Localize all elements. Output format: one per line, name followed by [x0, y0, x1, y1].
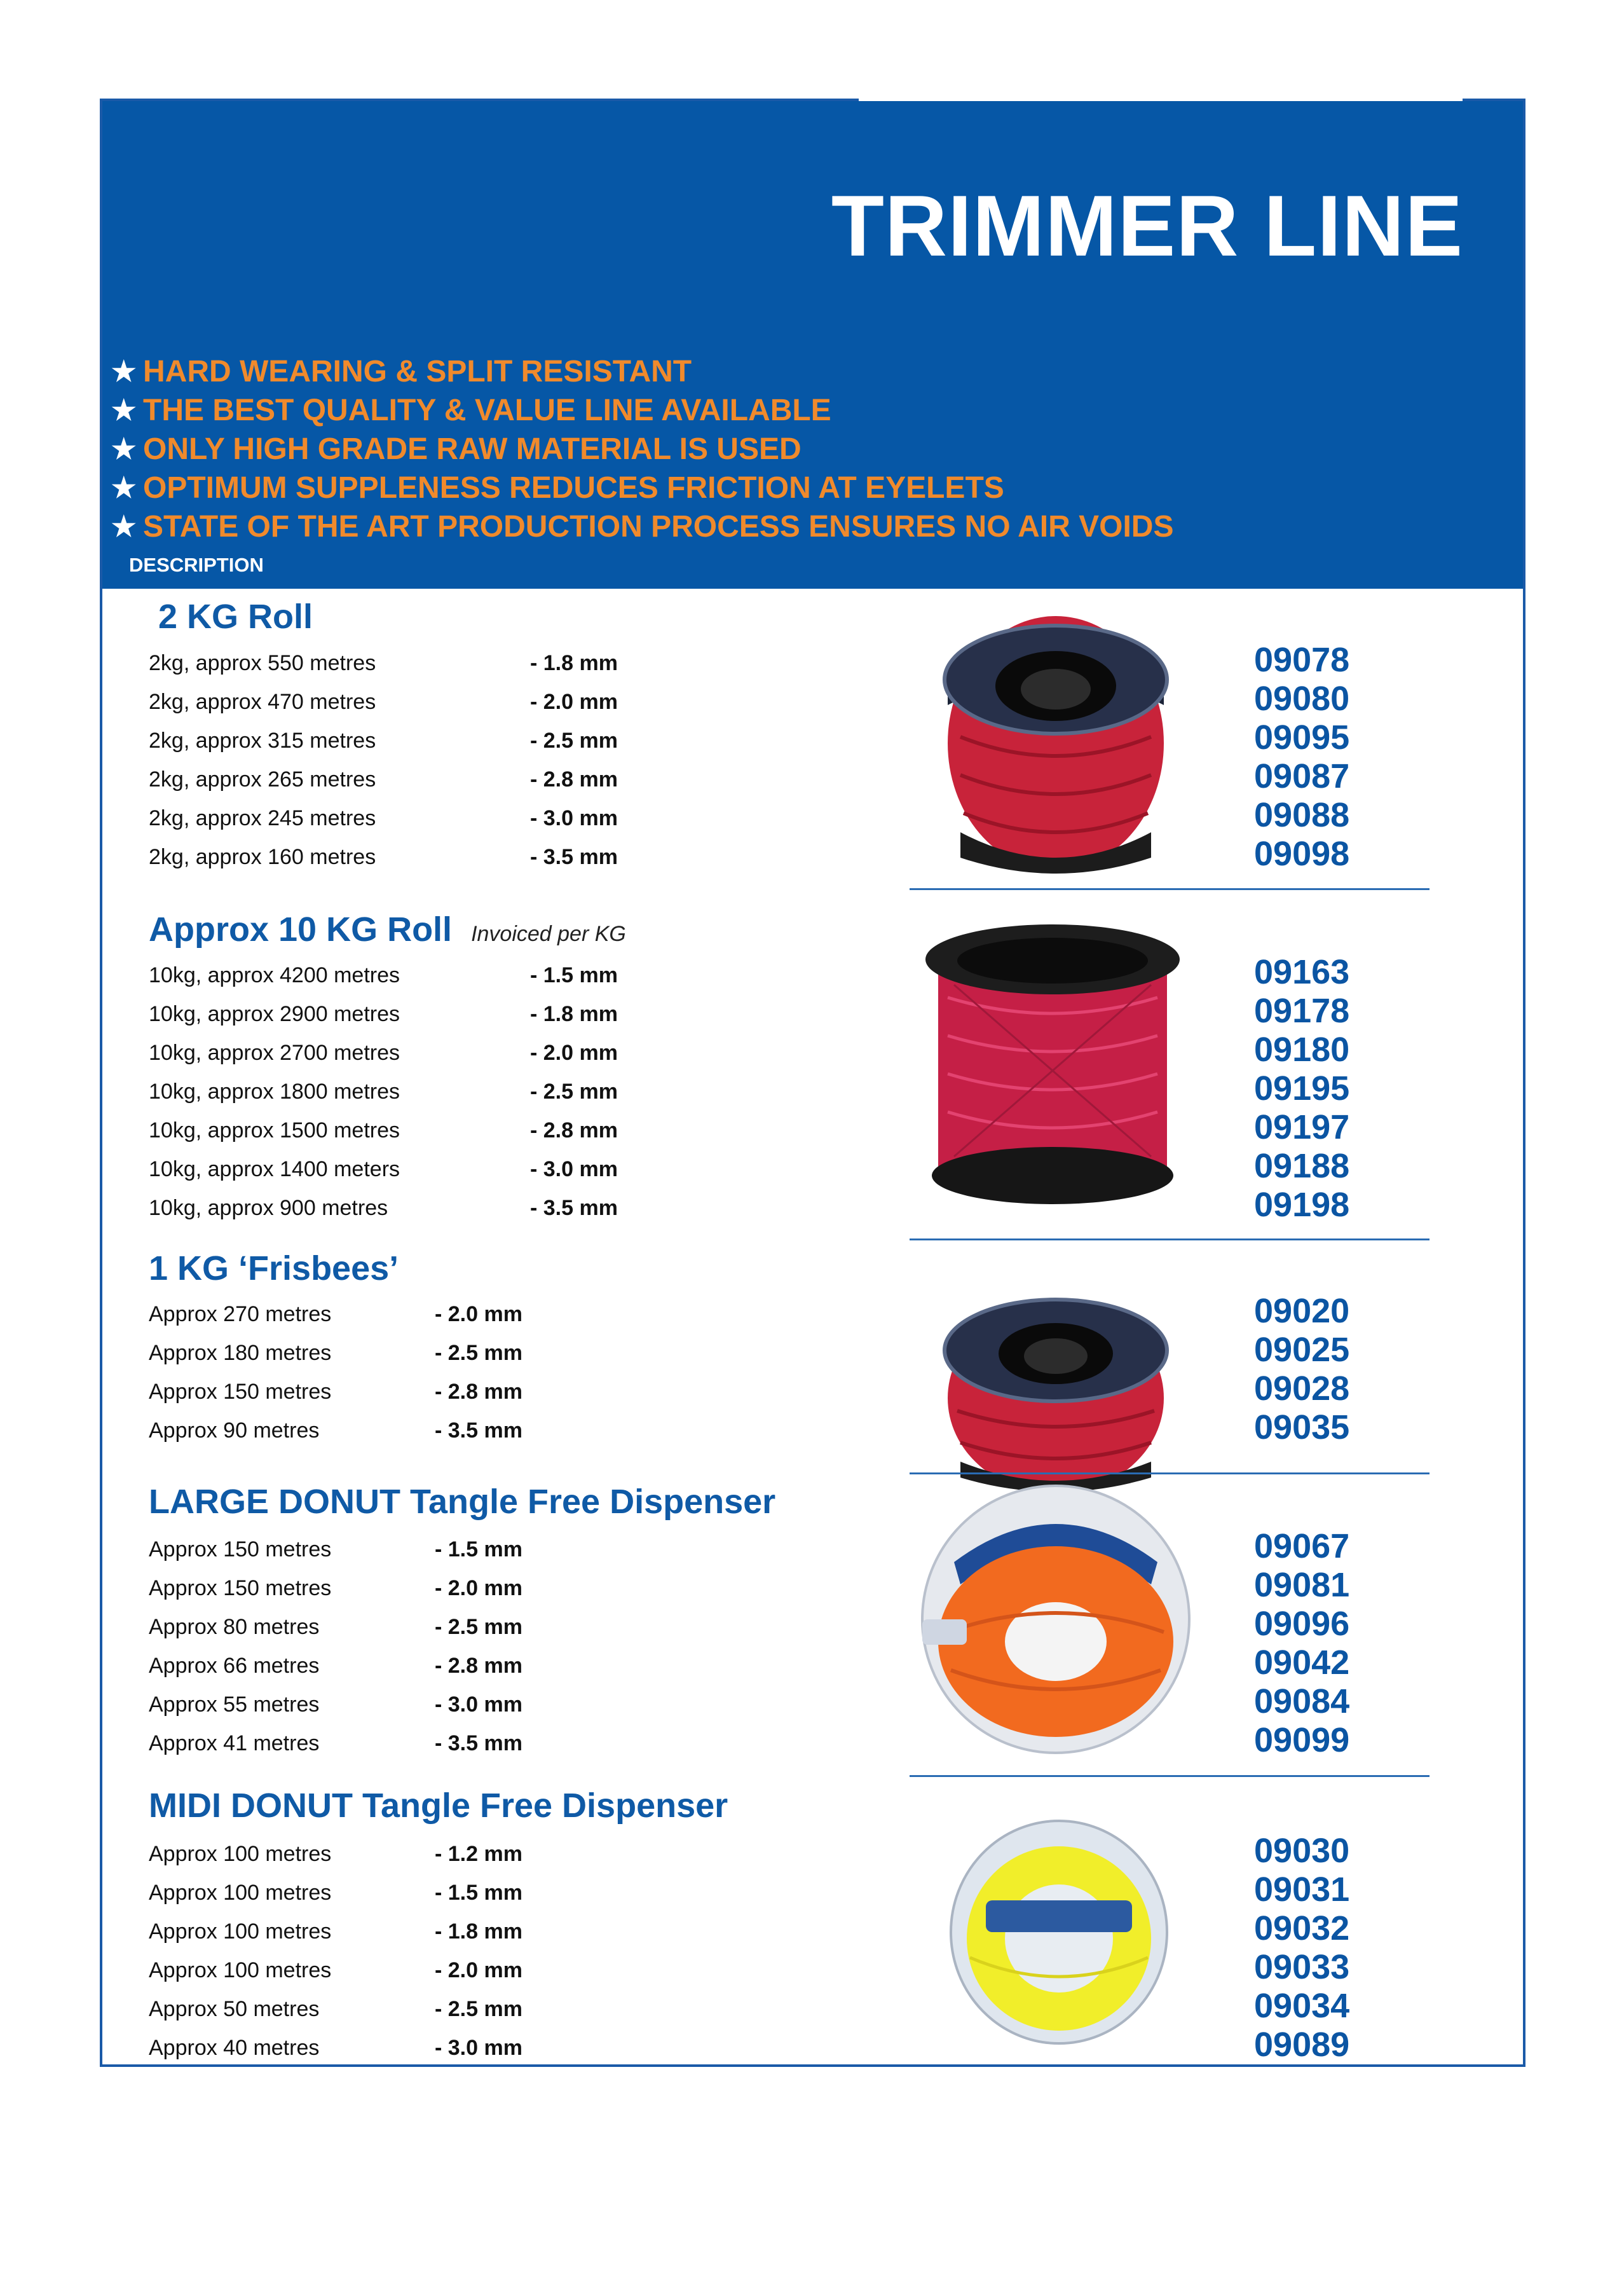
- product-code: 09028: [1254, 1369, 1350, 1408]
- row-description: Approx 100 metres: [149, 1919, 332, 1944]
- product-code: 09084: [1254, 1682, 1350, 1720]
- row-description: Approx 90 metres: [149, 1418, 320, 1443]
- section-divider: [910, 1238, 1430, 1240]
- star-icon: ★: [111, 472, 137, 504]
- product-row: [149, 1725, 721, 1764]
- row-line-diameter: - 1.2 mm: [435, 1842, 522, 1866]
- product-row: [149, 1835, 721, 1874]
- row-line-diameter: - 2.5 mm: [435, 1615, 522, 1639]
- row-description: Approx 80 metres: [149, 1615, 320, 1639]
- row-line-diameter: - 2.5 mm: [530, 729, 618, 753]
- invoice-note: Invoiced per KG: [471, 922, 626, 946]
- product-code: 09195: [1254, 1069, 1350, 1108]
- catalog-page-frame: [100, 99, 1525, 2067]
- product-code: 09031: [1254, 1870, 1350, 1909]
- row-description: Approx 270 metres: [149, 1302, 332, 1326]
- row-line-diameter: - 1.8 mm: [530, 1002, 618, 1026]
- product-code: 09163: [1254, 953, 1350, 991]
- feature-item: ★ STATE OF THE ART PRODUCTION PROCESS ENSURES NO AIR VOIDS: [111, 507, 1173, 546]
- description-label: DESCRIPTION: [129, 554, 264, 576]
- row-description: Approx 150 metres: [149, 1576, 332, 1600]
- row-line-diameter: - 3.0 mm: [435, 2036, 522, 2060]
- row-line-diameter: - 2.5 mm: [530, 1080, 618, 1104]
- row-line-diameter: - 3.0 mm: [435, 1692, 522, 1717]
- product-code: 09198: [1254, 1186, 1350, 1224]
- product-code: 09034: [1254, 1987, 1350, 2025]
- section-title-10kg-roll: Approx 10 KG Roll Invoiced per KG: [149, 910, 626, 949]
- row-description: Approx 50 metres: [149, 1997, 320, 2021]
- row-line-diameter: - 1.5 mm: [530, 963, 618, 987]
- product-row: [149, 957, 721, 996]
- product-code: 09095: [1254, 718, 1350, 757]
- row-line-diameter: - 3.5 mm: [435, 1731, 522, 1755]
- product-code: 09081: [1254, 1566, 1350, 1604]
- feature-list: [111, 352, 1173, 546]
- spool-10kg-image: [910, 915, 1196, 1207]
- row-description: 2kg, approx 550 metres: [149, 651, 376, 675]
- product-row: [149, 1073, 721, 1112]
- midi-donut-dispenser-image: [941, 1805, 1177, 2053]
- row-description: Approx 40 metres: [149, 2036, 320, 2060]
- product-code: 09096: [1254, 1605, 1350, 1643]
- product-row: [149, 1112, 721, 1151]
- feature-item: ★ THE BEST QUALITY & VALUE LINE AVAILABLE: [111, 391, 1173, 430]
- row-line-diameter: - 1.8 mm: [435, 1919, 522, 1944]
- frisbee-spool-image: [935, 1290, 1177, 1500]
- row-description: 10kg, approx 1500 metres: [149, 1118, 400, 1142]
- product-code: 09098: [1254, 835, 1350, 873]
- product-code: 09088: [1254, 796, 1350, 834]
- row-line-diameter: - 2.5 mm: [435, 1997, 522, 2021]
- row-description: 10kg, approx 1800 metres: [149, 1080, 400, 1104]
- feature-item: ★ ONLY HIGH GRADE RAW MATERIAL IS USED: [111, 430, 1173, 469]
- header-top-accent: [859, 99, 1463, 101]
- product-row: [149, 1913, 721, 1952]
- row-description: Approx 100 metres: [149, 1881, 332, 1905]
- product-code: 09087: [1254, 757, 1350, 795]
- row-line-diameter: - 2.5 mm: [435, 1341, 522, 1365]
- product-code: 09035: [1254, 1408, 1350, 1446]
- row-line-diameter: - 2.8 mm: [435, 1654, 522, 1678]
- product-row: [149, 1373, 721, 1412]
- row-line-diameter: - 3.5 mm: [435, 1418, 522, 1443]
- header-banner: [102, 101, 1523, 589]
- product-row: [149, 1647, 721, 1686]
- product-code: 09178: [1254, 992, 1350, 1030]
- row-line-diameter: - 3.5 mm: [530, 1196, 618, 1220]
- section-title-2kg-roll: 2 KG Roll: [158, 598, 313, 636]
- feature-item: ★ OPTIMUM SUPPLENESS REDUCES FRICTION AT EYELETS: [111, 469, 1173, 507]
- page-title: TRIMMER LINE: [831, 177, 1463, 274]
- product-row: [149, 1296, 721, 1335]
- row-line-diameter: - 1.8 mm: [530, 651, 618, 675]
- product-row: [149, 1190, 721, 1228]
- feature-item: ★ HARD WEARING & SPLIT RESISTANT: [111, 352, 1173, 391]
- product-row: [149, 2029, 721, 2068]
- section-title-frisbees: 1 KG ‘Frisbees’: [149, 1249, 399, 1287]
- large-donut-dispenser-image: [916, 1479, 1196, 1759]
- product-row: [149, 1531, 721, 1570]
- row-description: Approx 41 metres: [149, 1731, 320, 1755]
- product-row: [149, 1686, 721, 1725]
- product-row: [149, 800, 721, 839]
- product-code: 09020: [1254, 1292, 1350, 1330]
- row-line-diameter: - 2.8 mm: [530, 1118, 618, 1142]
- spool-2kg-image: [935, 610, 1177, 877]
- product-row: [149, 761, 721, 800]
- row-description: 2kg, approx 315 metres: [149, 729, 376, 753]
- row-description: 10kg, approx 2700 metres: [149, 1041, 400, 1065]
- product-code: 09025: [1254, 1331, 1350, 1369]
- product-row: [149, 683, 721, 722]
- star-icon: ★: [111, 511, 137, 542]
- product-code: 09180: [1254, 1031, 1350, 1069]
- product-row: [149, 1952, 721, 1991]
- product-code: 09033: [1254, 1948, 1350, 1986]
- row-line-diameter: - 2.0 mm: [435, 1576, 522, 1600]
- row-line-diameter: - 2.0 mm: [530, 1041, 618, 1065]
- product-code: 09078: [1254, 641, 1350, 679]
- product-code: 09099: [1254, 1721, 1350, 1759]
- product-code: 09197: [1254, 1108, 1350, 1146]
- row-line-diameter: - 1.5 mm: [435, 1881, 522, 1905]
- product-row: [149, 722, 721, 761]
- section-divider: [910, 888, 1430, 890]
- row-description: 10kg, approx 900 metres: [149, 1196, 388, 1220]
- product-row: [149, 1335, 721, 1373]
- row-description: 2kg, approx 245 metres: [149, 806, 376, 830]
- row-line-diameter: - 2.8 mm: [435, 1380, 522, 1404]
- row-description: 10kg, approx 2900 metres: [149, 1002, 400, 1026]
- section-title-large-donut: LARGE DONUT Tangle Free Dispenser: [149, 1483, 776, 1521]
- row-description: 10kg, approx 1400 meters: [149, 1157, 400, 1181]
- star-icon: ★: [111, 356, 137, 387]
- row-description: Approx 150 metres: [149, 1537, 332, 1561]
- row-description: 2kg, approx 470 metres: [149, 690, 376, 714]
- row-description: 2kg, approx 265 metres: [149, 767, 376, 792]
- section-divider: [910, 1775, 1430, 1777]
- star-icon: ★: [111, 434, 137, 465]
- row-line-diameter: - 3.0 mm: [530, 806, 618, 830]
- section-title-midi-donut: MIDI DONUT Tangle Free Dispenser: [149, 1787, 728, 1825]
- row-line-diameter: - 3.5 mm: [530, 845, 618, 869]
- product-row: [149, 645, 721, 683]
- product-row: [149, 1991, 721, 2029]
- product-code: 09089: [1254, 2026, 1350, 2064]
- row-line-diameter: - 1.5 mm: [435, 1537, 522, 1561]
- row-line-diameter: - 2.8 mm: [530, 767, 618, 792]
- product-row: [149, 1412, 721, 1451]
- product-row: [149, 1874, 721, 1913]
- product-code: 09080: [1254, 680, 1350, 718]
- star-icon: ★: [111, 395, 137, 426]
- row-description: Approx 66 metres: [149, 1654, 320, 1678]
- product-code: 09030: [1254, 1832, 1350, 1870]
- row-description: Approx 100 metres: [149, 1958, 332, 1982]
- section-divider: [910, 1472, 1430, 1474]
- row-description: 2kg, approx 160 metres: [149, 845, 376, 869]
- row-description: Approx 55 metres: [149, 1692, 320, 1717]
- row-description: Approx 150 metres: [149, 1380, 332, 1404]
- product-row: [149, 996, 721, 1034]
- row-line-diameter: - 2.0 mm: [435, 1958, 522, 1982]
- row-description: Approx 100 metres: [149, 1842, 332, 1866]
- product-row: [149, 1570, 721, 1609]
- product-code: 09032: [1254, 1909, 1350, 1947]
- product-row: [149, 1609, 721, 1647]
- product-code: 09042: [1254, 1643, 1350, 1682]
- product-row: [149, 839, 721, 877]
- row-line-diameter: - 2.0 mm: [435, 1302, 522, 1326]
- product-row: [149, 1151, 721, 1190]
- product-code: 09188: [1254, 1147, 1350, 1185]
- row-description: 10kg, approx 4200 metres: [149, 963, 400, 987]
- row-line-diameter: - 2.0 mm: [530, 690, 618, 714]
- product-row: [149, 1034, 721, 1073]
- product-code: 09067: [1254, 1527, 1350, 1565]
- row-line-diameter: - 3.0 mm: [530, 1157, 618, 1181]
- row-description: Approx 180 metres: [149, 1341, 332, 1365]
